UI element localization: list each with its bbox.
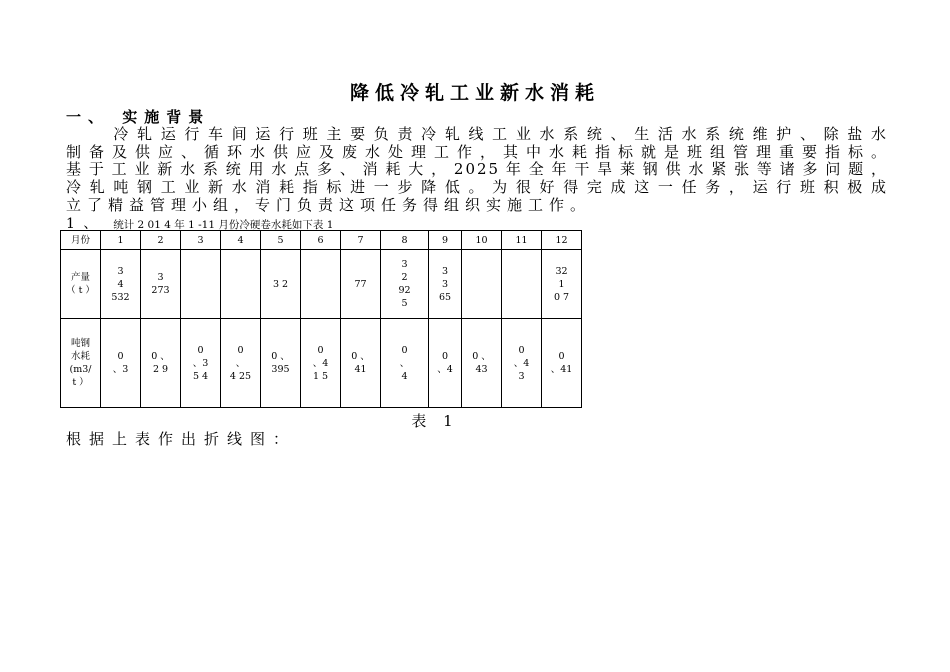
caption-text: 统计 2 01 4 年 1 -11 月份冷硬卷水耗如下表 1 [113, 219, 334, 231]
chart-intro-text: 根据上表作出折线图： [66, 430, 297, 448]
table-row-production [61, 250, 582, 319]
table-cell: 产量 （ t ） [61, 250, 101, 319]
table-cell: 0 、4 [429, 319, 462, 408]
paragraph-line: 制备及供应、循环水供应及废水处理工作，其中水耗指标就是班组管理重要指标。 [66, 143, 888, 161]
paragraph-line: 立了精益管理小组，专门负责这项任务得组织实施工作。 [66, 196, 592, 214]
table-header-cell: 10 [462, 231, 502, 250]
table-cell [301, 250, 341, 319]
table-header-cell: 9 [429, 231, 462, 250]
table-cell: 3 2 92 5 [381, 250, 429, 319]
table-cell: 0 、3 [101, 319, 141, 408]
table-cell [502, 250, 542, 319]
paragraph-line: 冷轧运行车间运行班主要负责冷轧线工业水系统、生活水系统维护、除盐水 [66, 125, 888, 143]
table-cell: 0 、 395 [261, 319, 301, 408]
table-row-water-consumption [61, 319, 582, 408]
table-header-cell: 1 [101, 231, 141, 250]
table-cell [462, 250, 502, 319]
caption-number: 1 、 [66, 216, 100, 232]
table-header-cell: 4 [221, 231, 261, 250]
section-heading: 一、 实施背景 [66, 108, 211, 126]
table-header-cell: 11 [502, 231, 542, 250]
table-header-cell: 5 [261, 231, 301, 250]
table-header-cell: 12 [542, 231, 582, 250]
table-cell: 3 4 532 [101, 250, 141, 319]
table-cell: 77 [341, 250, 381, 319]
table-header-row [61, 231, 582, 250]
table-cell: 0 、 2 9 [141, 319, 181, 408]
table-label: 表 1 [411, 412, 459, 430]
table-cell: 3 273 [141, 250, 181, 319]
table-header-cell: 2 [141, 231, 181, 250]
table-header-cell: 3 [181, 231, 221, 250]
table-cell: 3 3 65 [429, 250, 462, 319]
table-cell: 0 、4 3 [502, 319, 542, 408]
document-title: 降低冷轧工业新水消耗 [349, 82, 600, 104]
table-header-cell: 月份 [61, 231, 101, 250]
table-cell [181, 250, 221, 319]
table-cell: 0 、 41 [341, 319, 381, 408]
table-cell: 0 、4 1 5 [301, 319, 341, 408]
table-cell: 3 2 [261, 250, 301, 319]
paragraph-line: 基于工业新水系统用水点多、消耗大，2025年全年干旱莱钢供水紧张等诸多问题， [66, 160, 888, 178]
table-cell: 0 、 43 [462, 319, 502, 408]
table-cell [221, 250, 261, 319]
table-header-cell: 7 [341, 231, 381, 250]
table-cell: 0 、41 [542, 319, 582, 408]
table-header-cell: 8 [381, 231, 429, 250]
water-consumption-table [60, 230, 582, 408]
table-header-cell: 6 [301, 231, 341, 250]
table-cell: 0 、3 5 4 [181, 319, 221, 408]
paragraph-line: 冷轧吨钢工业新水消耗指标进一步降低。为很好得完成这一任务，运行班积极成 [66, 178, 888, 196]
table-cell: 0 、 4 [381, 319, 429, 408]
table-cell: 32 1 0 7 [542, 250, 582, 319]
table-cell: 吨钢 水耗 (m3/ t ） [61, 319, 101, 408]
table-cell: 0 、 4 25 [221, 319, 261, 408]
